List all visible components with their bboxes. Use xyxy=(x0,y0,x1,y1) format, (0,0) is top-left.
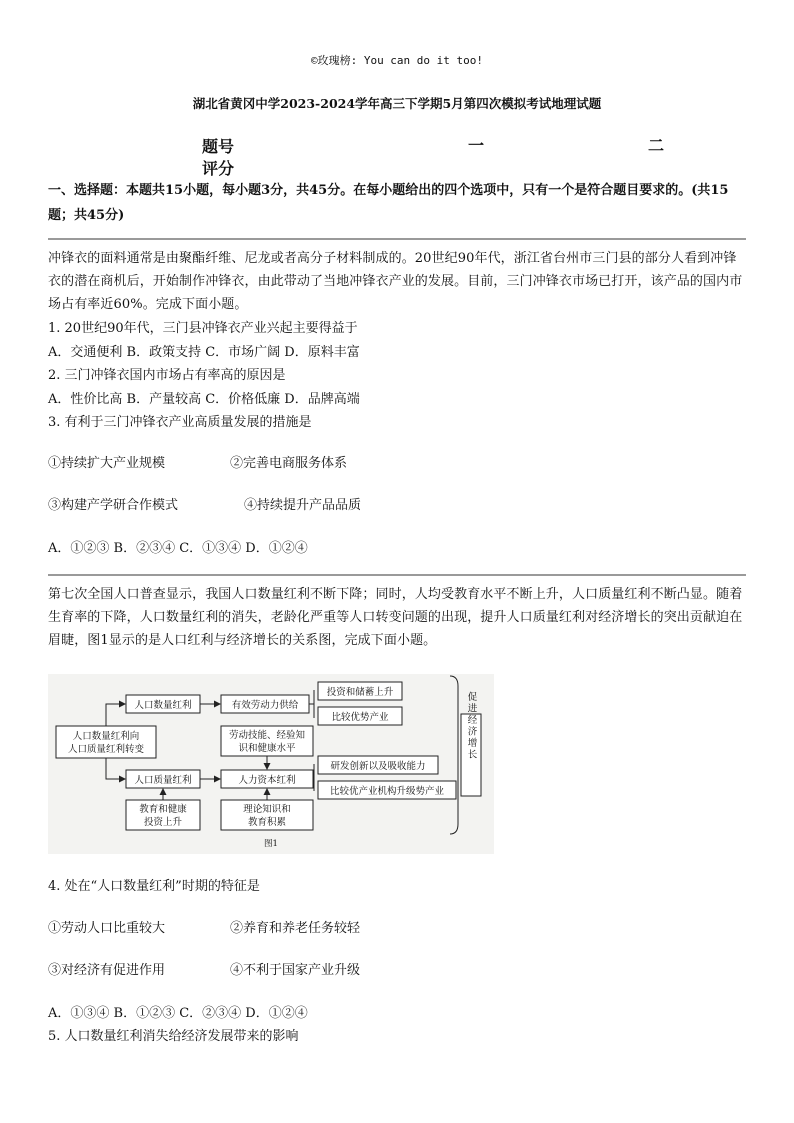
divider xyxy=(48,574,746,576)
label-transition-2: 人口质量红利转变 xyxy=(67,744,145,755)
q4-item-4: ④不利于国家产业升级 xyxy=(230,963,361,978)
q1-stem: 1. 20世纪90年代，三门县冲锋衣产业兴起主要得益于 xyxy=(48,321,358,336)
page-header-watermark: ©玫瑰榜: You can do it too! xyxy=(310,54,484,67)
score-table-col2: 二 xyxy=(648,136,665,155)
divider xyxy=(48,238,746,240)
q1-options: A．交通便利 B．政策支持 C．市场广阔 D．原料丰富 xyxy=(48,345,360,360)
q3-options: A．①②③ B．②③④ C．①③④ D．①②④ xyxy=(48,541,308,556)
passage1: 冲锋衣的面料通常是由聚酯纤维、尼龙或者高分子材料制成的。20世纪90年代，浙江省台州市三门县的部分人看到冲锋衣的潜在商机后，开始制作冲锋衣，由此带动了当地冲锋衣产业的发展。目前，三门冲锋衣市场已打开，该产品的国内市场占有率近60%。完成下面小题。 xyxy=(48,251,743,312)
label-effective-labor: 有效劳动力供给 xyxy=(231,700,299,711)
label-skills-1: 劳动技能、经验知 xyxy=(228,730,306,741)
section1-heading: 一、选择题：本题共15小题，每小题3分，共45分。在每小题给出的四个选项中，只有一个是符合题目要求的。(共15题；共45分) xyxy=(48,183,729,223)
label-theory-1: 理论知识和 xyxy=(243,804,291,815)
label-upgrade-industry: 比较优产业机构升级势产业 xyxy=(329,786,445,797)
score-table-col1: 一 xyxy=(468,136,485,155)
label-edu-2: 投资上升 xyxy=(143,817,183,828)
figure1-diagram xyxy=(48,674,494,854)
label-quantity-dividend: 人口数量红利 xyxy=(134,700,192,711)
figure1-caption: 图1 xyxy=(264,839,278,849)
q2-stem: 2. 三门冲锋衣国内市场占有率高的原因是 xyxy=(48,368,286,383)
label-skills-2: 识和健康水平 xyxy=(238,743,296,754)
q3-item-2: ②完善电商服务体系 xyxy=(230,456,348,471)
q4-item-1: ①劳动人口比重较大 xyxy=(48,921,166,936)
q2-options: A．性价比高 B．产量较高 C．价格低廉 D．品牌高端 xyxy=(48,392,360,407)
label-result: 促进经济增长 xyxy=(465,691,477,761)
q4-options: A．①③④ B．①②③ C．②③④ D．①②④ xyxy=(48,1006,308,1021)
q4-item-3: ③对经济有促进作用 xyxy=(48,963,166,978)
label-transition-1: 人口数量红利向 xyxy=(72,731,140,742)
q3-stem: 3. 有利于三门冲锋衣产业高质量发展的措施是 xyxy=(48,415,312,430)
passage2: 第七次全国人口普查显示，我国人口数量红利不断下降；同时，人均受教育水平不断上升，人口质量红利不断凸显。随着生育率的下降，人口数量红利的消失，老龄化严重等人口转变问题的出现，提升人口质量红利对经济增长的突出贡献迫在眉睫，图1显示的是人口红利与经济增长的关系图，完成下面小题。 xyxy=(48,587,743,648)
label-theory-2: 教育积累 xyxy=(247,817,287,828)
label-comparative-industry: 比较优势产业 xyxy=(331,712,389,723)
q5-stem: 5. 人口数量红利消失给经济发展带来的影响 xyxy=(48,1029,299,1044)
q4-item-2: ②养育和养老任务较轻 xyxy=(230,921,361,936)
score-table-row2-label: 评分 xyxy=(202,159,235,178)
label-invest-savings: 投资和储蓄上升 xyxy=(326,687,394,698)
label-edu-1: 教育和健康 xyxy=(139,804,187,815)
score-table-row1-label: 题号 xyxy=(202,137,235,156)
exam-title: 湖北省黄冈中学2023-2024学年高三下学期5月第四次模拟考试地理试题 xyxy=(192,96,602,111)
q3-item-3: ③构建产学研合作模式 xyxy=(48,498,179,513)
label-human-capital: 人力资本红利 xyxy=(238,775,296,786)
q4-stem: 4. 处在“人口数量红利”时期的特征是 xyxy=(48,879,260,894)
label-rd-capacity: 研发创新以及吸收能力 xyxy=(330,761,426,772)
q3-item-1: ①持续扩大产业规模 xyxy=(48,456,166,471)
label-quality-dividend: 人口质量红利 xyxy=(134,775,192,786)
q3-item-4: ④持续提升产品品质 xyxy=(244,498,362,513)
